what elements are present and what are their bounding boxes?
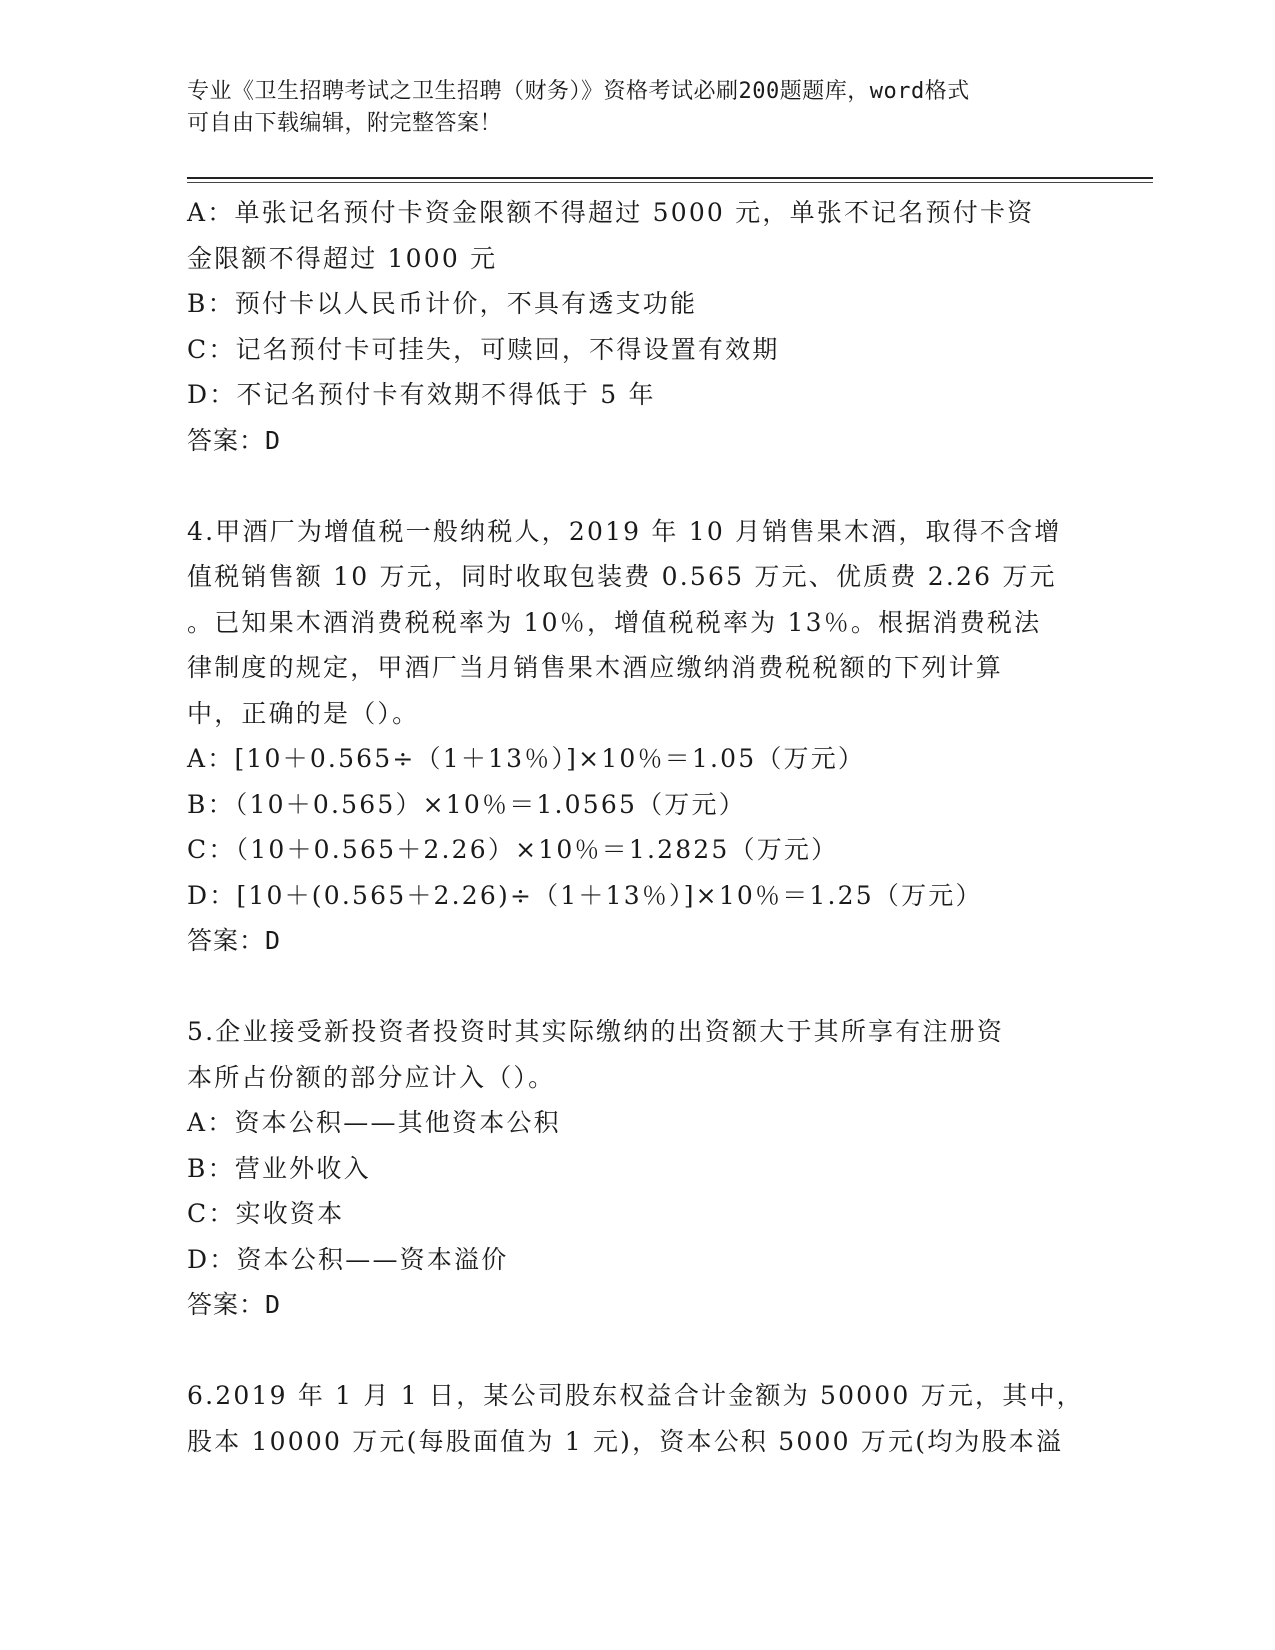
spacer (187, 964, 1087, 1010)
spacer (187, 463, 1087, 509)
q5-option-c: C：实收资本 (187, 1199, 345, 1228)
question-4-block (187, 509, 1087, 964)
q3-option-d: D：不记名预付卡有效期不得低于 5 年 (187, 380, 656, 409)
q4-stem-line-1: 4.甲酒厂为增值税一般纳税人，2019 年 10 月销售果木酒，取得不含增 (187, 516, 1062, 546)
q4-option-c: C：（10＋0.565＋2.26）×10％＝1.2825（万元） (187, 835, 839, 864)
q5-stem-line-2: 本所占份额的部分应计入（）。 (187, 1062, 556, 1092)
header-title-line-2: 可自由下载编辑，附完整答案！ (187, 111, 503, 136)
q5-answer: 答案：D (187, 1290, 282, 1319)
question-5-block (187, 1009, 1087, 1328)
q3-option-b: B：预付卡以人民币计价，不具有透支功能 (187, 289, 698, 318)
question-6-block (187, 1373, 1087, 1464)
q4-option-d: D：[10＋(0.565＋2.26)÷（1＋13％）]×10％＝1.25（万元） (187, 880, 983, 910)
q4-stem-line-3: 。已知果木酒消费税税率为 10％，增值税税率为 13％。根据消费税法 (187, 607, 1042, 637)
q5-stem-line-1: 5.企业接受新投资者投资时其实际缴纳的出资额大于其所享有注册资 (187, 1017, 1005, 1046)
question-content (187, 190, 1087, 1464)
q5-option-b: B：营业外收入 (187, 1153, 371, 1183)
q3-option-a-line-1: A：单张记名预付卡资金限额不得超过 5000 元，单张不记名预付卡资 (187, 198, 1035, 227)
spacer (187, 1328, 1087, 1374)
header-title-line-1: 专业《卫生招聘考试之卫生招聘（财务）》资格考试必刷200题题库，word格式 (187, 79, 970, 104)
q6-stem-line-2: 股本 10000 万元(每股面值为 1 元)，资本公积 5000 万元(均为股本溢 (187, 1426, 1064, 1456)
q4-option-a: A：[10＋0.565÷（1＋13％）]×10％＝1.05（万元） (187, 744, 866, 773)
question-3-block (187, 190, 1087, 463)
q6-stem-line-1: 6.2019 年 1 月 1 日，某公司股东权益合计金额为 50000 万元，其中， (187, 1381, 1084, 1410)
q4-option-b: B：（10＋0.565）×10％＝1.0565（万元） (187, 789, 746, 819)
q4-answer: 答案：D (187, 926, 282, 955)
q4-stem-line-2: 值税销售额 10 万元，同时收取包装费 0.565 万元、优质费 2.26 万元 (187, 562, 1057, 591)
q5-option-a: A：资本公积——其他资本公积 (187, 1108, 561, 1137)
header-divider-thick (187, 177, 1153, 179)
q4-stem-line-5: 中，正确的是（）。 (187, 698, 420, 728)
q3-option-c: C：记名预付卡可挂失，可赎回，不得设置有效期 (187, 334, 780, 364)
page-header (187, 76, 1067, 140)
q5-option-d: D：资本公积——资本溢价 (187, 1244, 509, 1274)
header-divider-thin (187, 182, 1153, 183)
q4-stem-line-4: 律制度的规定，甲酒厂当月销售果木酒应缴纳消费税税额的下列计算 (187, 653, 1004, 682)
q3-option-a-line-2: 金限额不得超过 1000 元 (187, 243, 498, 273)
q3-answer: 答案：D (187, 425, 282, 455)
